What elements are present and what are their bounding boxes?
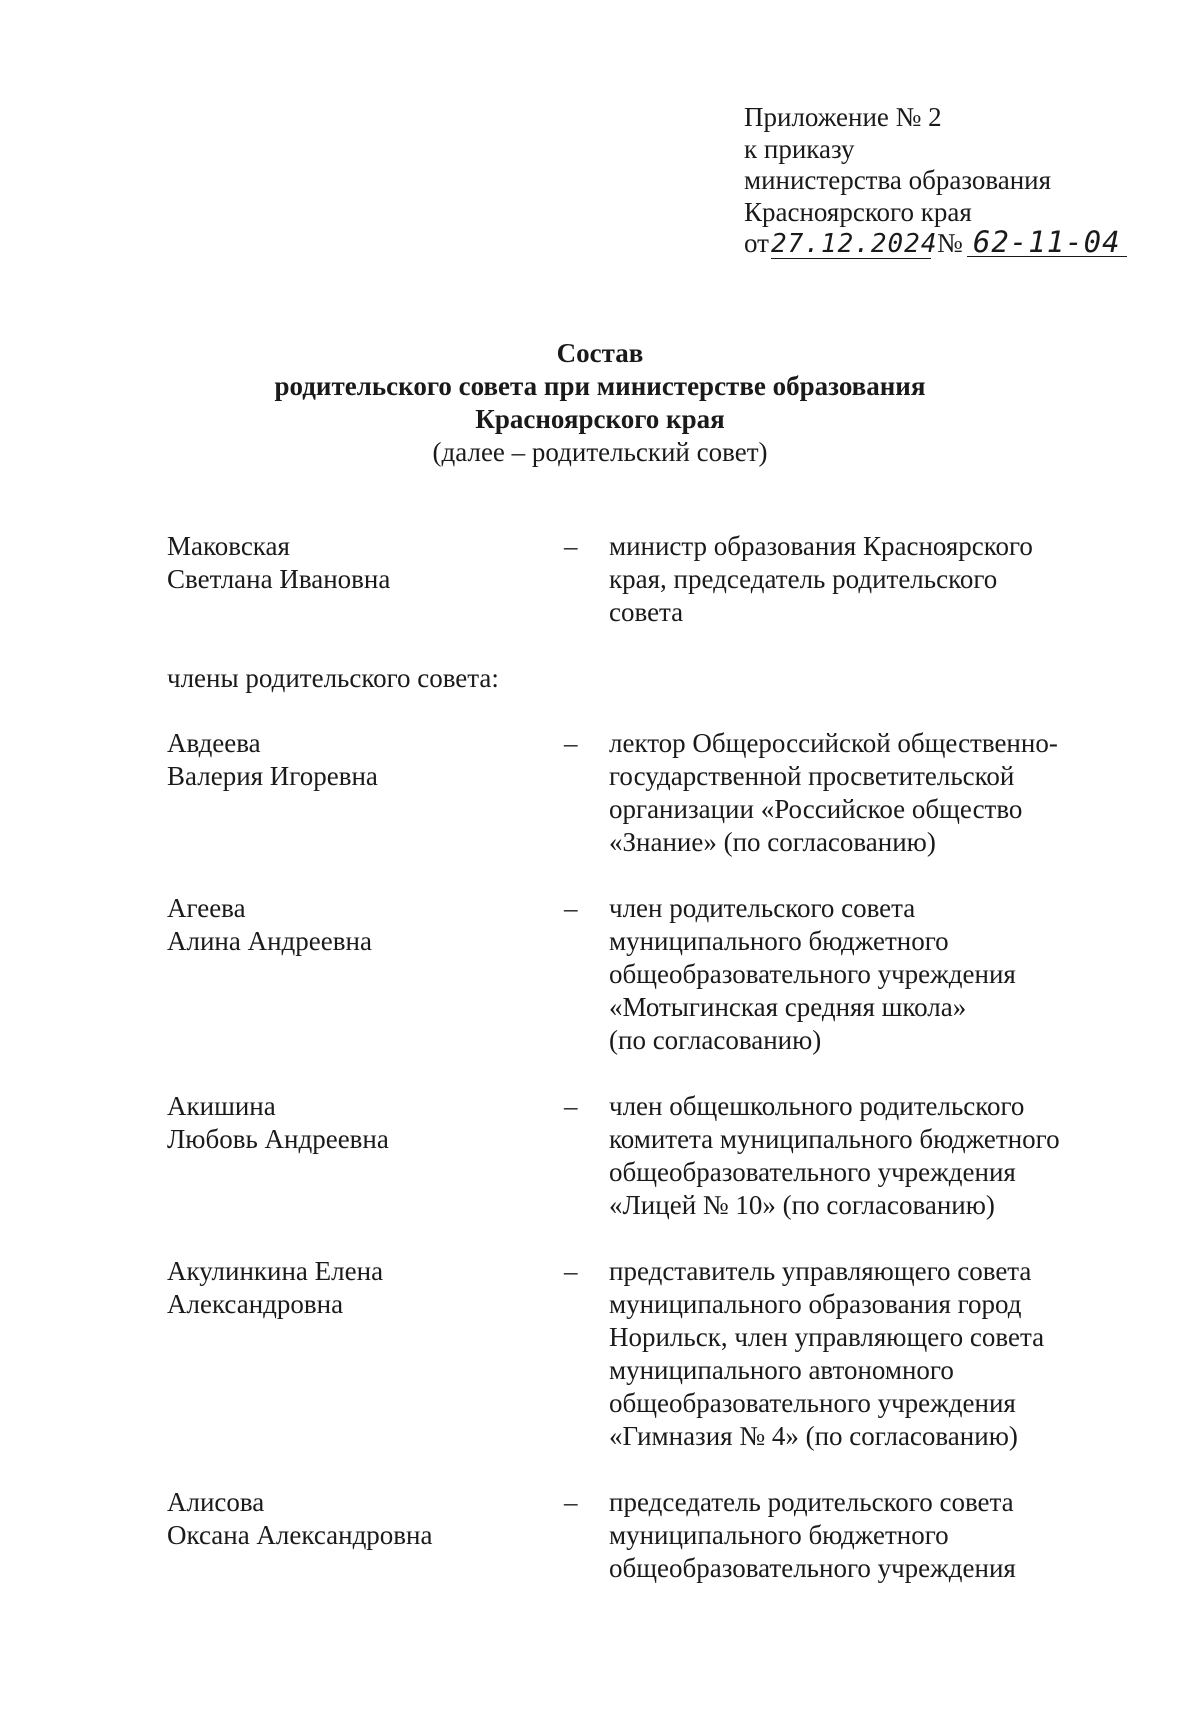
member-entry [167,1255,1107,1453]
member-name [167,1486,564,1585]
member-given-name: Любовь Андреевна [167,1124,389,1154]
from-label: от [744,228,769,258]
appendix-region: Красноярского края [744,196,972,227]
members-section-label: члены родительского совета: [167,663,499,693]
member-dash: – [564,1091,578,1121]
member-given-name: Оксана Александровна [167,1520,433,1550]
member-role: член общешкольного родительского комитета муниципального бюджетного общеобразовательного учреждения «Лицей № 10» (по согласованию) [609,1091,1060,1220]
title-line-3: Красноярского края [475,404,725,434]
member-entry [167,1486,1107,1585]
member-role: представитель управляющего совета муниципального образования город Норильск, член управляющего совета муниципального автономного общеобразовательного учреждения «Гимназия № 4» (по согласованию) [609,1256,1045,1451]
appendix-number: Приложение № 2 [744,102,942,132]
member-surname: Алисова [167,1487,265,1517]
appendix-order-ref: к приказу [744,133,855,164]
members-list [167,530,1107,1618]
member-dash: – [564,1256,578,1286]
member-role: член родительского совета муниципального бюджетного общеобразовательного учреждения «Мотыгинская средняя школа» (по согласованию) [609,893,1016,1055]
handwritten-date: 27.12.2024 [770,229,938,259]
member-role: председатель родительского совета муниципального бюджетного общеобразовательного учреждения [609,1487,1016,1583]
member-dash: – [564,893,578,923]
title-line-2: родительского совета при министерстве образования [274,371,926,401]
chair-entry [167,530,1107,629]
member-name [167,892,564,1057]
member-entry [167,727,1107,859]
member-dash: – [564,728,578,758]
member-surname: Агеева [167,893,246,923]
member-dash: – [564,531,578,561]
number-label: № [936,228,963,258]
title-subtitle: (далее – родительский совет) [432,437,768,467]
appendix-date-number-line [744,225,1127,260]
document-title [0,337,1200,469]
member-name [167,727,564,859]
member-name [167,1090,564,1222]
handwritten-order-number: 62-11-04 [967,228,1127,257]
appendix-header [744,102,1127,260]
member-surname: Акишина [167,1091,276,1121]
member-given-name: Александровна [167,1289,344,1319]
member-dash: – [564,1487,578,1517]
member-surname: Акулинкина Елена [167,1256,384,1286]
member-name [167,1255,564,1453]
member-surname: Маковская [167,531,290,561]
member-surname: Авдеева [167,728,261,758]
member-name [167,530,564,629]
title-line-1: Состав [556,338,644,368]
appendix-ministry: министерства образования [744,165,1052,195]
member-given-name: Светлана Ивановна [167,564,391,594]
member-given-name: Алина Андреевна [167,926,372,956]
member-given-name: Валерия Игоревна [167,761,378,791]
member-role: лектор Общероссийской общественно- государственной просветительской организации «Российское общество «Знание» (по согласованию) [609,728,1058,857]
member-role: министр образования Красноярского края, председатель родительского совета [609,531,1033,627]
member-entry [167,892,1107,1057]
member-entry [167,1090,1107,1222]
